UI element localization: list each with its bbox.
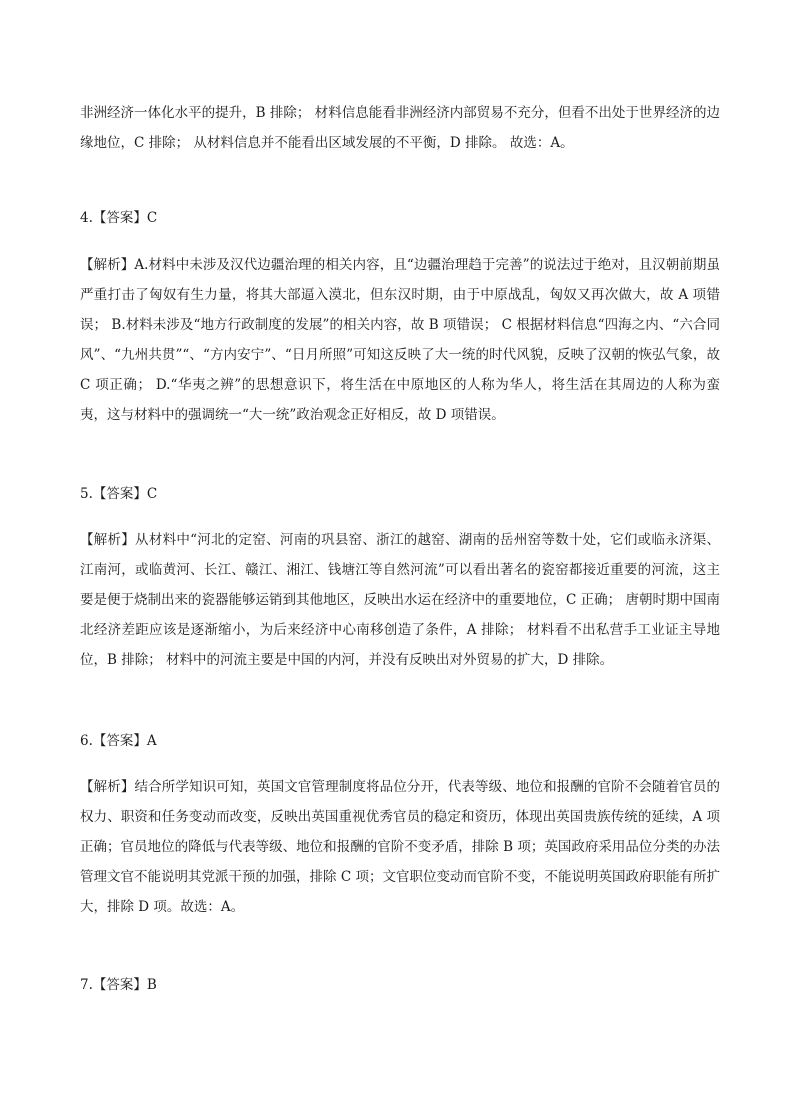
intro-paragraph: 非洲经济一体化水平的提升，B 排除； 材料信息能看非洲经济内部贸易不充分，但看不出处于世界经济的边缘地位，C 排除； 从材料信息并不能看出区域发展的不平衡，D 排除。 故选：A。 <box>80 105 720 151</box>
answer-heading-4: 4.【答案】C <box>80 210 158 226</box>
answer-heading-5: 5.【答案】C <box>80 486 158 502</box>
analysis-paragraph-4: 【解析】A.材料中未涉及汉代边疆治理的相关内容，且“边疆治理趋于完善”的说法过于绝对，且汉朝前期虽严重打击了匈奴有生力量，将其大部逼入漠北，但东汉时期，由于中原战乱，匈奴又再次做大，故 A 项错误； B.材料未涉及“地方行政制度的发展”的相关内容，故 B 项错误； C 根据材料信息“四海之内、“六合同风”、“九州共贯”“、“方内安宁”、“日月所照”可知这反映了大一统的时代风貌，反映了汉朝的恢弘气象，故 C 项正确； D.“华夷之辨”的思想意识下，将生活在中原地区的人称为华人，将生活在其周边的人称为蛮夷，这与材料中的强调统一“大一统”政治观念正好相反，故 D 项错误。 <box>80 257 720 423</box>
analysis-paragraph-5: 【解析】从材料中“河北的定窑、河南的巩县窑、浙江的越窑、湖南的岳州窑等数十处，它们或临永济渠、江南河，或临黄河、长江、赣江、湘江、钱塘江等自然河流”可以看出著名的瓷窑都接近重要的河流，这主要是便于烧制出来的瓷器能够运销到其他地区，反映出水运在经济中的重要地位，C 正确； 唐朝时期中国南北经济差距应该是逐渐缩小，为后来经济中心南移创造了条件，A 排除； 材料看不出私营手工业证主导地位，B 排除； 材料中的河流主要是中国的内河，并没有反映出对外贸易的扩大，D 排除。 <box>80 532 720 668</box>
answer-heading-6: 6.【答案】A <box>80 733 157 749</box>
answer-heading-7: 7.【答案】B <box>80 977 157 993</box>
analysis-paragraph-6: 【解析】结合所学知识可知，英国文官管理制度将品位分开，代表等级、地位和报酬的官阶不会随着官员的权力、职资和任务变动而改变，反映出英国重视优秀官员的稳定和资历，体现出英国贵族传统的延续，A 项正确；官员地位的降低与代表等级、地位和报酬的官阶不变矛盾，排除 B 项；英国政府采用品位分类的办法管理文官不能说明其党派干预的加强，排除 C 项；文官职位变动而官阶不变，不能说明英国政府职能有所扩大，排除 D 项。故选：A。 <box>80 779 720 915</box>
